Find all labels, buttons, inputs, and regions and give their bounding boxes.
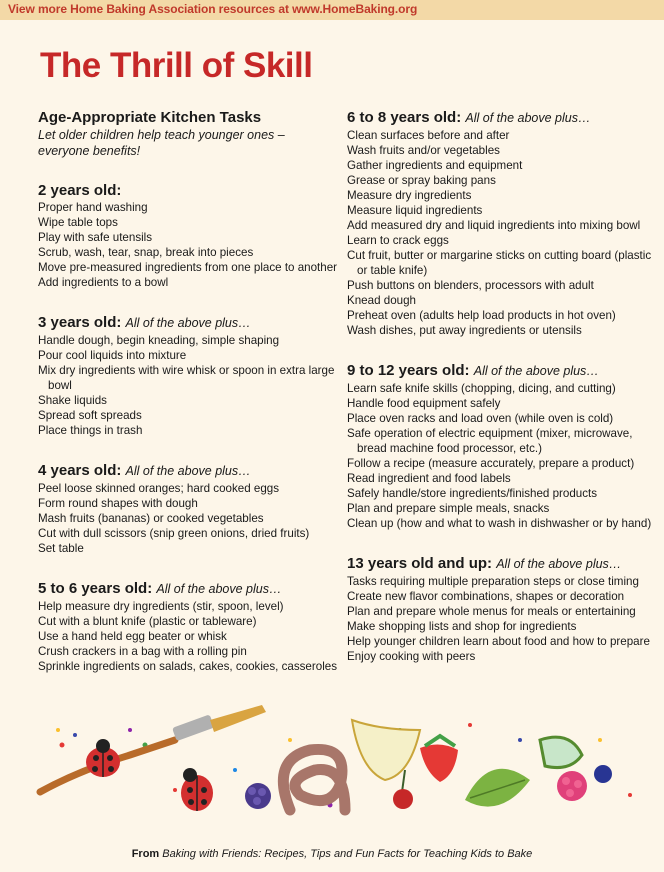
task-item: Gather ingredients and equipment xyxy=(347,159,523,172)
task-list xyxy=(347,574,657,664)
task-item: Enjoy cooking with peers xyxy=(347,650,476,663)
task-item: Safe operation of electric equipment (mixer, microwave, bread machine food processor, etc.) xyxy=(347,427,633,455)
section-plus: All of the above plus… xyxy=(496,557,622,571)
task-item: Preheat oven (adults help load products in hot oven) xyxy=(347,309,616,322)
right-column xyxy=(347,108,657,687)
task-item: Help measure dry ingredients (stir, spoon, level) xyxy=(38,600,284,613)
task-item: Push buttons on blenders, processors with adult xyxy=(347,279,594,292)
task-item: Proper hand washing xyxy=(38,201,148,214)
task-item: Handle food equipment safely xyxy=(347,397,501,410)
task-item: Mix dry ingredients with wire whisk or spoon in extra large bowl xyxy=(38,364,335,392)
section-2-years xyxy=(38,181,338,290)
section-plus: All of the above plus… xyxy=(156,582,282,596)
task-item: Peel loose skinned oranges; hard cooked eggs xyxy=(38,482,280,495)
task-item: Set table xyxy=(38,542,84,555)
source-credit xyxy=(0,848,664,860)
task-item: Add measured dry and liquid ingredients into mixing bowl xyxy=(347,219,641,232)
paintbrush-icon xyxy=(40,705,266,792)
task-item: Clean surfaces before and after xyxy=(347,129,510,142)
task-item: Play with safe utensils xyxy=(38,231,153,244)
task-list xyxy=(38,200,338,290)
task-item: Form round shapes with dough xyxy=(38,497,198,510)
task-item: Grease or spray baking pans xyxy=(347,174,496,187)
task-item: Follow a recipe (measure accurately, prepare a product) xyxy=(347,457,635,470)
task-item: Make shopping lists and shop for ingredients xyxy=(347,620,577,633)
intro xyxy=(38,108,338,159)
strawberry-icon xyxy=(420,736,458,782)
task-item: Wipe table tops xyxy=(38,216,118,229)
task-item: Place oven racks and load oven (while oven is cold) xyxy=(347,412,614,425)
task-item: Tasks requiring multiple preparation steps or close timing xyxy=(347,575,639,588)
task-item: Cut with dull scissors (snip green onions, dried fruits) xyxy=(38,527,310,540)
ladybug-icon xyxy=(181,768,213,811)
task-item: Learn to crack eggs xyxy=(347,234,449,247)
task-item: Wash fruits and/or vegetables xyxy=(347,144,500,157)
task-list xyxy=(38,333,338,438)
task-list xyxy=(347,128,657,338)
section-heading: 3 years old: xyxy=(38,314,122,331)
task-list xyxy=(347,381,657,531)
blueberry-icon xyxy=(594,765,612,783)
task-item: Mash fruits (bananas) or cooked vegetables xyxy=(38,512,264,525)
task-item: Clean up (how and what to wash in dishwasher or by hand) xyxy=(347,517,652,530)
page-title: The Thrill of Skill xyxy=(40,46,313,85)
intro-heading: Age-Appropriate Kitchen Tasks xyxy=(38,109,262,126)
task-item: Pour cool liquids into mixture xyxy=(38,349,187,362)
task-item: Cut with a blunt knife (plastic or tableware) xyxy=(38,615,257,628)
task-item: Handle dough, begin kneading, simple shaping xyxy=(38,334,280,347)
left-column xyxy=(38,108,338,697)
task-item: Place things in trash xyxy=(38,424,143,437)
task-item: Knead dough xyxy=(347,294,416,307)
section-13-up xyxy=(347,554,657,664)
section-heading: 4 years old: xyxy=(38,462,122,479)
section-heading: 6 to 8 years old: xyxy=(347,109,462,126)
task-item: Cut fruit, butter or margarine sticks on cutting board (plastic or table knife) xyxy=(347,249,652,277)
section-plus: All of the above plus… xyxy=(125,316,251,330)
task-item: Wash dishes, put away ingredients or utensils xyxy=(347,324,582,337)
section-heading: 13 years old and up: xyxy=(347,555,493,572)
task-item: Plan and prepare simple meals, snacks xyxy=(347,502,550,515)
section-9-12-years xyxy=(347,361,657,531)
intro-text: Let older children help teach younger ones – everyone benefits! xyxy=(38,128,285,158)
ladybug-icon xyxy=(86,739,120,777)
section-5-6-years xyxy=(38,579,338,674)
top-banner xyxy=(0,0,664,20)
section-heading: 5 to 6 years old: xyxy=(38,580,153,597)
pretzel-icon xyxy=(283,749,345,810)
task-item: Sprinkle ingredients on salads, cakes, cookies, casseroles xyxy=(38,660,338,673)
section-plus: All of the above plus… xyxy=(465,111,591,125)
section-heading: 9 to 12 years old: xyxy=(347,362,470,379)
task-item: Use a hand held egg beater or whisk xyxy=(38,630,227,643)
task-item: Crush crackers in a bag with a rolling pin xyxy=(38,645,247,658)
task-item: Create new flavor combinations, shapes or decoration xyxy=(347,590,625,603)
task-list xyxy=(38,599,338,674)
task-item: Learn safe knife skills (chopping, dicing, and cutting) xyxy=(347,382,616,395)
section-heading: 2 years old: xyxy=(38,182,122,199)
task-item: Help younger children learn about food and how to prepare xyxy=(347,635,650,648)
kitchen-illustration xyxy=(0,700,664,840)
cucumber-icon xyxy=(540,737,582,767)
task-item: Measure liquid ingredients xyxy=(347,204,483,217)
task-item: Spread soft spreads xyxy=(38,409,142,422)
task-item: Read ingredient and food labels xyxy=(347,472,511,485)
credit-book: Baking with Friends: Recipes, Tips and Fun Facts for Teaching Kids to Bake xyxy=(162,848,533,860)
section-4-years xyxy=(38,461,338,556)
task-item: Shake liquids xyxy=(38,394,107,407)
section-plus: All of the above plus… xyxy=(125,464,251,478)
credit-from: From xyxy=(131,848,160,860)
task-item: Measure dry ingredients xyxy=(347,189,472,202)
task-item: Scrub, wash, tear, snap, break into pieces xyxy=(38,246,254,259)
banner-link[interactable]: View more Home Baking Association resources at www.HomeBaking.org xyxy=(8,2,418,16)
task-item: Move pre-measured ingredients from one place to another xyxy=(38,261,338,274)
raspberry-icon xyxy=(557,771,587,801)
section-plus: All of the above plus… xyxy=(473,364,599,378)
section-6-8-years xyxy=(347,108,657,338)
section-3-years xyxy=(38,313,338,438)
task-item: Add ingredients to a bowl xyxy=(38,276,169,289)
blackberry-icon xyxy=(245,783,271,809)
mint-leaf-icon xyxy=(465,769,530,807)
apple-slice-icon xyxy=(352,720,420,780)
task-list xyxy=(38,481,338,556)
task-item: Plan and prepare whole menus for meals or entertaining xyxy=(347,605,636,618)
task-item: Safely handle/store ingredients/finished products xyxy=(347,487,598,500)
